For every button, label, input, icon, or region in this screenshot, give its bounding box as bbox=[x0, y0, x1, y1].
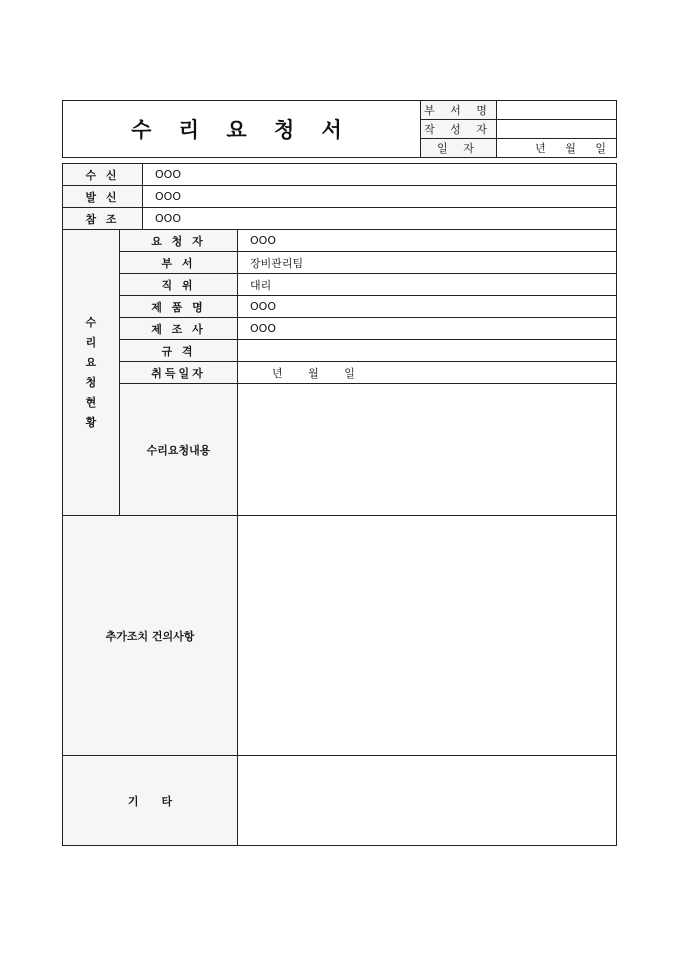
routing-row-reference bbox=[63, 208, 617, 230]
status-row bbox=[63, 274, 617, 296]
reference-label: 참 조 bbox=[63, 208, 143, 230]
department-value[interactable]: 장비관리팀 bbox=[238, 252, 617, 274]
receiver-label: 수 신 bbox=[63, 164, 143, 186]
repair-content-label: 수리요청내용 bbox=[120, 384, 238, 516]
sender-value[interactable]: OOO bbox=[143, 186, 617, 208]
date-label: 일 자 bbox=[421, 139, 497, 158]
product-name-label: 제 품 명 bbox=[120, 296, 238, 318]
form-header bbox=[62, 100, 617, 158]
other-label: 기 타 bbox=[63, 756, 238, 846]
acquisition-date-label: 취득일자 bbox=[120, 362, 238, 384]
repair-content-field[interactable] bbox=[238, 384, 617, 516]
acquisition-date-value[interactable]: 년 월 일 bbox=[238, 362, 617, 384]
requester-label: 요 청 자 bbox=[120, 230, 238, 252]
additional-action-field[interactable] bbox=[238, 516, 617, 756]
status-row bbox=[63, 230, 617, 252]
status-row bbox=[63, 296, 617, 318]
other-field[interactable] bbox=[238, 756, 617, 846]
routing-row-receiver bbox=[63, 164, 617, 186]
status-content-row bbox=[63, 384, 617, 516]
manufacturer-label: 제 조 사 bbox=[120, 318, 238, 340]
status-row bbox=[63, 362, 617, 384]
reference-value[interactable]: OOO bbox=[143, 208, 617, 230]
spec-label: 규 격 bbox=[120, 340, 238, 362]
status-row bbox=[63, 340, 617, 362]
date-field[interactable]: 년 월 일 bbox=[497, 139, 617, 158]
manufacturer-value[interactable]: OOO bbox=[238, 318, 617, 340]
dept-field[interactable] bbox=[497, 101, 617, 120]
repair-request-form bbox=[62, 100, 616, 846]
sender-label: 발 신 bbox=[63, 186, 143, 208]
additional-row bbox=[63, 516, 617, 756]
position-label: 직 위 bbox=[120, 274, 238, 296]
spec-value[interactable] bbox=[238, 340, 617, 362]
product-name-value[interactable]: OOO bbox=[238, 296, 617, 318]
status-section-label: 수 리 요 청 현 황 bbox=[63, 230, 120, 516]
other-row bbox=[63, 756, 617, 846]
routing-row-sender bbox=[63, 186, 617, 208]
dept-label: 부 서 명 bbox=[421, 101, 497, 120]
form-body bbox=[62, 163, 617, 846]
position-value[interactable]: 대리 bbox=[238, 274, 617, 296]
receiver-value[interactable]: OOO bbox=[143, 164, 617, 186]
department-label: 부 서 bbox=[120, 252, 238, 274]
author-label: 작 성 자 bbox=[421, 120, 497, 139]
requester-value[interactable]: OOO bbox=[238, 230, 617, 252]
author-field[interactable] bbox=[497, 120, 617, 139]
form-title: 수 리 요 청 서 bbox=[63, 101, 421, 158]
status-row bbox=[63, 318, 617, 340]
status-row bbox=[63, 252, 617, 274]
additional-action-label: 추가조치 건의사항 bbox=[63, 516, 238, 756]
